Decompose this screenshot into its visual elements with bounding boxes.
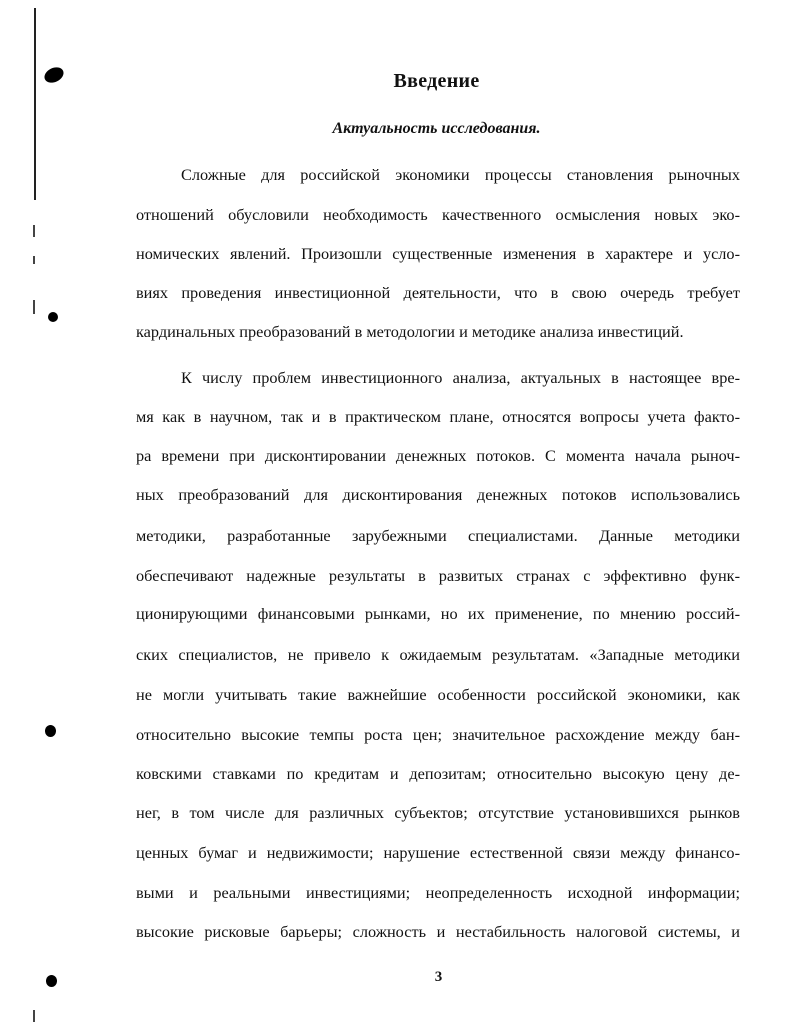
page-title: Введение [393,70,480,92]
text-line: кардинальных преобразований в методологии и методике анализа инвестиций. [136,322,684,341]
text-line: отношений обусловили необходимость качественного осмысления новых эко- [136,205,740,224]
scan-edge-tick [33,256,35,264]
scan-edge-tick [33,300,35,314]
text-line: ценных бумаг и недвижимости; нарушение естественной связи между финансо- [136,843,740,862]
punch-hole-mark [45,725,56,737]
text-line: выми и реальными инвестициями; неопределенность исходной информации; [136,883,740,902]
scan-edge-tick [33,1010,35,1022]
text-line: ных преобразований для дисконтирования денежных потоков использовались [136,485,740,504]
section-subtitle: Актуальность исследования. [332,120,541,137]
text-line: относительно высокие темпы роста цен; значительное расхождение между бан- [136,725,740,744]
text-line: обеспечивают надежные результаты в развитых странах с эффективно функ- [136,566,740,585]
text-line: ционирующими финансовыми рынками, но их применение, по мнению россий- [136,604,740,623]
text-line: не могли учитывать такие важнейшие особенности российской экономики, как [136,685,740,704]
text-line: методики, разработанные зарубежными специалистами. Данные методики [136,526,740,545]
text-line: нег, в том числе для различных субъектов; отсутствие установившихся рынков [136,803,740,822]
text-line: виях проведения инвестиционной деятельности, что в свою очередь требует [136,283,740,302]
text-line: ских специалистов, не привело к ожидаемым результатам. «Западные методики [136,645,740,664]
scan-edge-line [34,8,36,200]
punch-hole-mark [48,312,58,322]
text-line: номических явлений. Произошли существенные изменения в характере и усло- [136,244,740,263]
text-line: ра времени при дисконтировании денежных потоков. С момента начала рыноч- [136,446,740,465]
text-line: ковскими ставками по кредитам и депозитам; относительно высокую цену де- [136,764,740,783]
text-line: Сложные для российской экономики процессы становления рыночных [181,165,740,184]
page-number: 3 [434,969,443,985]
text-line: мя как в научном, так и в практическом плане, относятся вопросы учета факто- [136,407,740,426]
text-line: высокие рисковые барьеры; сложность и нестабильность налоговой системы, и [136,922,740,941]
scan-edge-tick [33,225,35,237]
text-line: К числу проблем инвестиционного анализа, актуальных в настоящее вре- [181,368,740,387]
